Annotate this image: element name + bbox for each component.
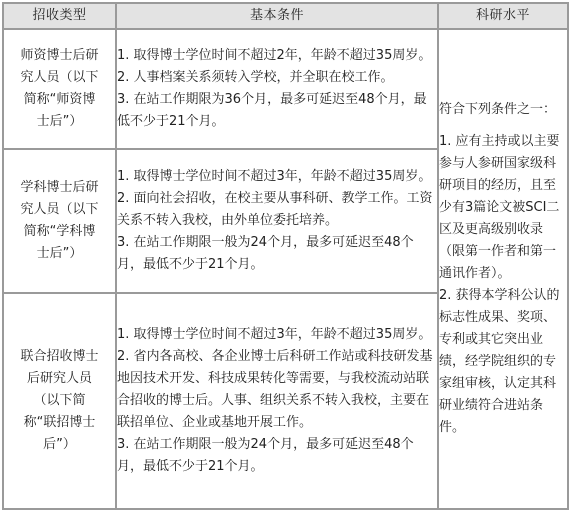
condition-item: 1. 取得博士学位时间不超过3年，年龄不超过35周岁。 [117,327,432,342]
condition-item: 3. 在站工作期限一般为24个月，最多可延迟至48个月，最低不少于21个月。 [117,235,414,272]
requirements-table [2,2,569,510]
conditions-cell-discipline-postdoc [116,149,438,293]
condition-item: 2. 人事档案关系须转入学校，并全职在校工作。 [117,70,394,85]
research-level-cell [438,29,568,509]
type-line: 究人员（以下 [20,70,99,85]
type-line: 称“联招博士 [23,415,96,430]
condition-item: 3. 在站工作期限为36个月，最多可延迟至48个月，最低不少于21个月。 [117,92,427,129]
condition-item: 1. 取得博士学位时间不超过2年，年龄不超过35周岁。 [117,48,432,63]
condition-item: 2. 面向社会招收，在校主要从事科研、教学工作。工资关系不转入我校，由外单位委托培养。 [117,191,433,228]
type-cell-joint-postdoc [3,293,116,509]
header-research-level: 科研水平 [438,3,568,29]
type-line: 后”） [43,437,76,452]
condition-item: 2. 省内各高校、各企业博士后科研工作站或科技研发基地因技术开发、科技成果转化等需要，与我校流动站联合招收的博士后。人事、组织关系不转入我校，主要在联招单位、企业或基地开展工作。 [117,349,433,430]
type-line: 究人员（以下 [20,202,99,217]
type-line: 士后”） [36,246,83,261]
condition-item: 1. 取得博士学位时间不超过3年，年龄不超过35周岁。 [117,169,432,184]
research-item: 1. 应有主持或以主要参与人参研国家级科研项目的经历，且至少有3篇论文被SCI二区及更高级别收录（限第一作者和第一通讯作者）。 [439,134,560,281]
type-cell-discipline-postdoc [3,149,116,293]
type-line: 简称“师资博 [23,92,96,107]
type-cell-teacher-postdoc [3,29,116,149]
type-line: 简称“学科博 [23,224,96,239]
header-type: 招收类型 [3,3,116,29]
header-row [3,3,568,29]
type-line: （以下简 [33,393,86,408]
type-line: 联合招收博士 [20,349,99,364]
header-basic-conditions: 基本条件 [116,3,438,29]
conditions-cell-joint-postdoc [116,293,438,509]
type-line: 学科博士后研 [20,180,99,195]
research-item: 2. 获得本学科公认的标志性成果、奖项、专利或其它突出业绩，经学院组织的专家组审核，认定其科研业绩符合进站条件。 [439,288,560,435]
table-row-teacher-postdoc [3,29,568,149]
conditions-cell-teacher-postdoc [116,29,438,149]
type-line: 士后”） [36,114,83,129]
condition-item: 3. 在站工作期限一般为24个月，最多可延迟至48个月，最低不少于21个月。 [117,437,414,474]
research-intro: 符合下列条件之一： [439,102,557,117]
type-line: 师资博士后研 [20,48,99,63]
type-line: 后研究人员 [26,371,92,386]
